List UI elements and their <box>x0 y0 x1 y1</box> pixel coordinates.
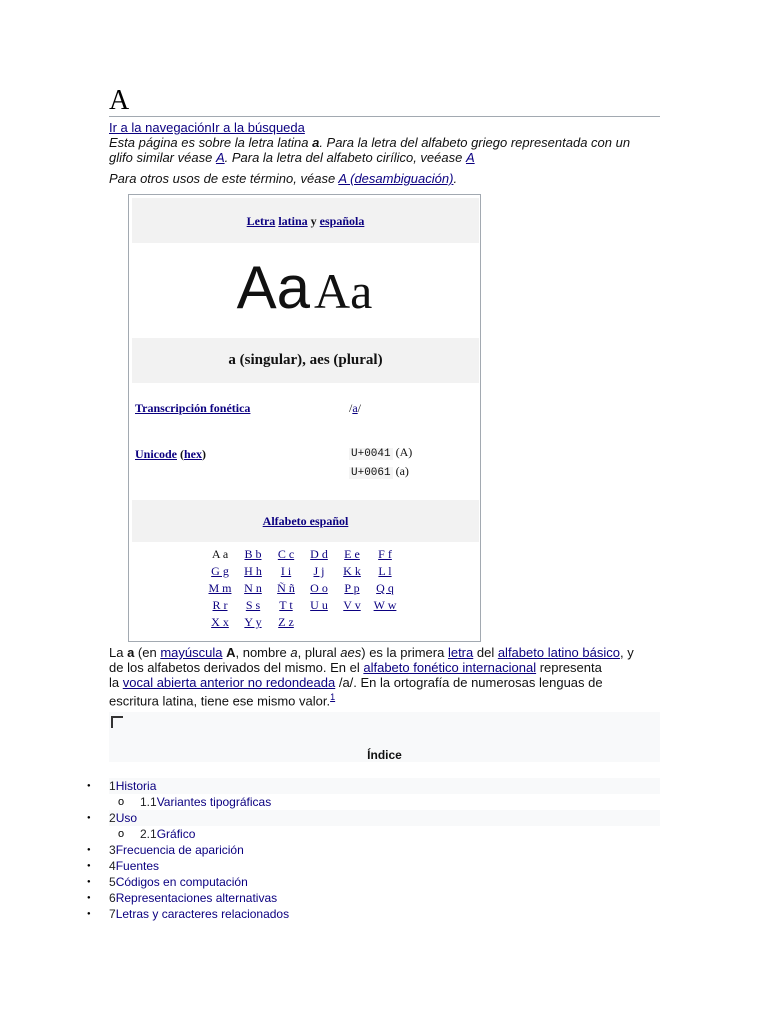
transcription-value <box>349 401 361 416</box>
title-bar <box>109 86 660 117</box>
greek-alpha-link[interactable]: Α <box>215 150 225 165</box>
letter-name-band <box>132 338 479 383</box>
toc-label[interactable]: Fuentes <box>115 859 160 873</box>
hatnote-text: Para otros usos de este término, véase <box>109 171 339 186</box>
afi-link[interactable]: alfabeto fonético internacional <box>363 660 537 675</box>
vocal-link[interactable]: vocal abierta anterior no redondeada <box>122 675 336 690</box>
letter-link[interactable]: E e <box>344 547 360 561</box>
reference-1-link[interactable]: 1 <box>330 692 336 702</box>
toc-item[interactable] <box>109 906 289 922</box>
toc-label[interactable]: Historia <box>115 779 157 793</box>
toc-number: 3 <box>109 843 116 857</box>
transcription-label-link[interactable]: Transcripción fonética <box>135 401 251 415</box>
toc-number: 4 <box>109 859 116 873</box>
unicode-uppercase <box>349 445 412 460</box>
toc-number: 7 <box>109 907 116 921</box>
code-point: U+0041 <box>351 448 391 460</box>
toc-label[interactable]: Representaciones alternativas <box>115 891 278 905</box>
letter-glyph-sample <box>129 253 480 322</box>
hatnote-text: glifo similar véase <box>109 150 216 165</box>
toc-number: 1.1 <box>140 795 157 809</box>
alfabeto-espanol-link[interactable]: Alfabeto español <box>262 514 349 528</box>
toc-item[interactable] <box>109 810 137 826</box>
espanola-link[interactable]: española <box>319 214 365 228</box>
toc-highlight <box>109 778 660 794</box>
letter-link[interactable]: N n <box>244 581 262 595</box>
glyph-sans: Aa <box>236 254 311 321</box>
letter-link[interactable]: Y y <box>244 615 262 629</box>
disambiguation-hatnote <box>109 171 457 186</box>
text: del <box>473 645 498 660</box>
hatnote-text: . Para la letra del alfabeto cirílico, veéase <box>224 150 466 165</box>
alphabet-header <box>132 500 479 542</box>
text: ) es la primera <box>361 645 448 660</box>
toc-label[interactable]: Frecuencia de aparición <box>115 843 244 857</box>
hatnote-bold: a <box>312 135 320 150</box>
letter-link[interactable]: U u <box>310 598 328 612</box>
latina-link[interactable]: latina <box>278 214 308 228</box>
toc-bullet: o <box>118 796 125 808</box>
toc-bullet: ● <box>87 815 91 821</box>
letter-link[interactable]: M m <box>208 581 232 595</box>
paren: ( <box>177 447 184 461</box>
hatnote-text: . <box>453 171 458 186</box>
glyph-serif: Aa <box>314 263 373 319</box>
toc-highlight <box>109 810 660 826</box>
toc-item[interactable] <box>109 858 159 874</box>
alfabeto-latino-link[interactable]: alfabeto latino básico <box>497 645 620 660</box>
letra-link[interactable]: letra <box>447 645 474 660</box>
letter-link[interactable]: I i <box>280 564 292 578</box>
letter-link[interactable]: T t <box>279 598 293 612</box>
letter-link[interactable]: R r <box>212 598 228 612</box>
disambiguation-link[interactable]: A (desambiguación) <box>338 171 454 186</box>
letter-link[interactable]: D d <box>310 547 328 561</box>
toc-item[interactable] <box>109 874 248 890</box>
toc-label[interactable]: Variantes tipográficas <box>156 795 272 809</box>
letter-link[interactable]: F f <box>378 547 392 561</box>
italic-a: a <box>290 645 298 660</box>
mayuscula-link[interactable]: mayúscula <box>160 645 223 660</box>
toc-header <box>109 712 660 762</box>
toc-bullet: ● <box>87 895 91 901</box>
letter-link[interactable]: Z z <box>278 615 294 629</box>
unicode-link[interactable]: Unicode <box>135 447 177 461</box>
para-line <box>109 645 634 660</box>
code-char: (A) <box>392 445 413 459</box>
letter-link[interactable]: H h <box>244 564 262 578</box>
text: escritura latina, tiene ese mismo valor. <box>109 693 331 709</box>
letter-link[interactable]: Q q <box>376 581 394 595</box>
jump-links <box>109 120 305 135</box>
jump-to-navigation-link[interactable]: Ir a la navegación <box>109 120 212 135</box>
toc-number: 2.1 <box>140 827 157 841</box>
para-line <box>109 675 603 690</box>
text: de los alfabetos derivados del mismo. En el <box>109 660 364 675</box>
slash: / <box>349 401 353 415</box>
toc-label[interactable]: Uso <box>115 811 138 825</box>
paren: ) <box>202 447 206 461</box>
letra-link[interactable]: Letra <box>246 214 276 228</box>
italic-aes: aes <box>340 645 362 660</box>
jump-to-search-link[interactable]: Ir a la búsqueda <box>211 120 305 135</box>
infobox-header <box>132 198 479 243</box>
letter-current: A a <box>211 547 229 561</box>
hatnote-line-2 <box>109 150 475 165</box>
text: (en <box>134 645 161 660</box>
toc-label[interactable]: Gráfico <box>156 827 196 841</box>
caption-and: y <box>310 214 317 228</box>
text: representa <box>536 660 602 675</box>
toc-number: 6 <box>109 891 116 905</box>
para-line <box>109 660 602 675</box>
ipa-a-link[interactable]: a <box>352 401 358 415</box>
hatnote-line-1 <box>109 135 630 150</box>
alphabet-header-link <box>132 514 479 529</box>
toc-toggle-checkbox[interactable] <box>111 716 123 728</box>
toc-number: 2 <box>109 811 116 825</box>
cyrillic-a-link[interactable]: А <box>465 150 475 165</box>
unicode-label <box>135 447 206 462</box>
hatnote-text: Esta página es sobre la letra latina <box>109 135 313 150</box>
letter-link[interactable]: Ñ ñ <box>277 581 295 595</box>
toc-bullet: o <box>118 828 125 840</box>
letter-link[interactable]: L l <box>378 564 392 578</box>
infobox-caption <box>132 214 479 229</box>
bold-A: A <box>226 645 236 660</box>
toc-number: 1 <box>109 779 116 793</box>
toc-item[interactable] <box>109 778 156 794</box>
toc-title: Índice <box>367 748 402 762</box>
toc-bullet: ● <box>87 863 91 869</box>
text: /a/. En la ortografía de numerosas lenguas de <box>335 675 603 690</box>
toc-number: 5 <box>109 875 116 889</box>
letter-link[interactable]: P p <box>344 581 360 595</box>
slash: / <box>357 401 362 415</box>
toc-item[interactable] <box>109 890 277 906</box>
code-point: U+0061 <box>351 467 391 479</box>
bold-a: a <box>127 645 135 660</box>
toc-bullet: ● <box>87 879 91 885</box>
letter-link[interactable]: B b <box>244 547 262 561</box>
page-title: A <box>109 85 130 116</box>
toc-label[interactable]: Códigos en computación <box>115 875 248 889</box>
letter-link[interactable]: O o <box>310 581 328 595</box>
text: la <box>109 675 123 690</box>
toc-item[interactable] <box>109 842 244 858</box>
text: , plural <box>297 645 341 660</box>
toc-bullet: ● <box>87 783 91 789</box>
letter-link[interactable]: J j <box>313 564 325 578</box>
letter-link[interactable]: S s <box>245 598 261 612</box>
letter-link[interactable]: K k <box>343 564 361 578</box>
letter-link[interactable]: X x <box>211 615 229 629</box>
letter-link[interactable]: G g <box>211 564 229 578</box>
letter-name: a (singular), aes (plural) <box>228 352 383 368</box>
infobox <box>128 194 481 642</box>
unicode-lowercase <box>349 464 409 479</box>
text: La <box>109 645 128 660</box>
hex-link[interactable]: hex <box>184 447 202 461</box>
text: , nombre <box>235 645 291 660</box>
letter-link[interactable]: W w <box>373 598 397 612</box>
letter-link[interactable]: C c <box>277 547 295 561</box>
toc-bullet: ● <box>87 847 91 853</box>
para-line <box>109 690 335 708</box>
letter-link[interactable]: V v <box>343 598 361 612</box>
text: , y <box>619 645 634 660</box>
toc-bullet: ● <box>87 911 91 917</box>
code-char: (a) <box>392 464 409 478</box>
toc-item[interactable] <box>140 794 271 810</box>
toc-label[interactable]: Letras y caracteres relacionados <box>115 907 290 921</box>
hatnote-text: . Para la letra del alfabeto griego representada con un <box>319 135 631 150</box>
toc-item[interactable] <box>140 826 195 842</box>
